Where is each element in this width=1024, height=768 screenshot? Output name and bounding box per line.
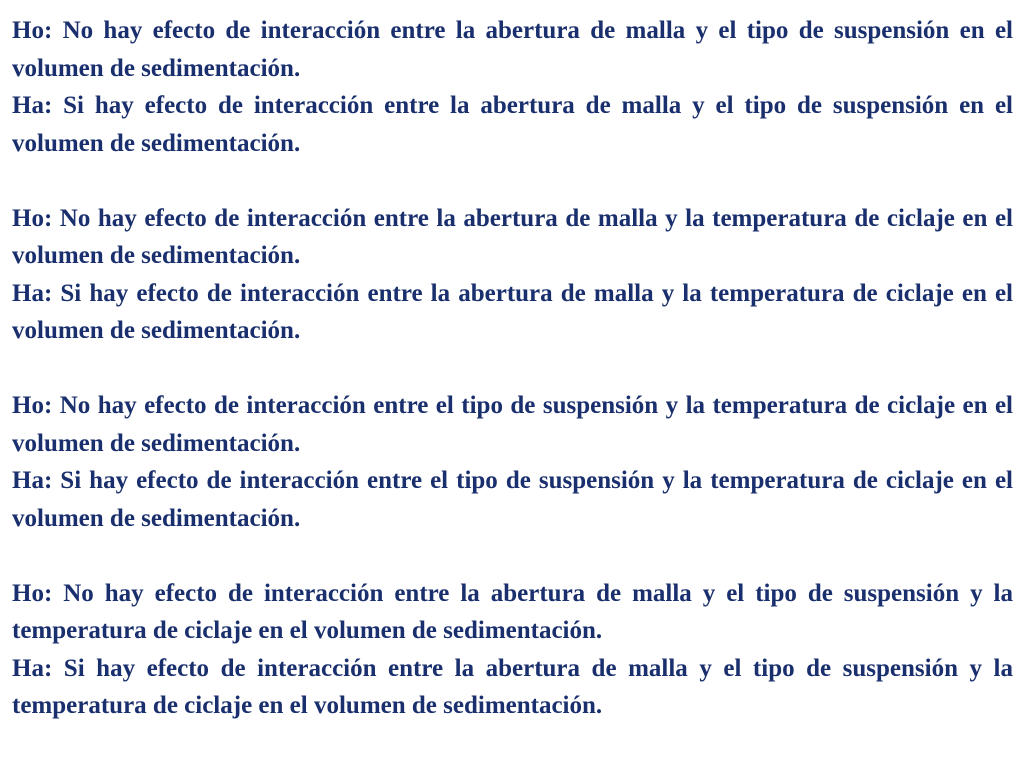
slide-content [12, 12, 1013, 725]
hypothesis-group-3 [12, 387, 1013, 537]
null-hypothesis-4: Ho: No hay efecto de interacción entre la abertura de malla y el tipo de suspensión y la temperatura de ciclaje en el volumen de sedimentación. [12, 579, 1013, 644]
hypothesis-group-1 [12, 12, 1013, 162]
spacer-2 [12, 350, 1013, 388]
alternative-hypothesis-2: Ha: Si hay efecto de interacción entre la abertura de malla y la temperatura de ciclaje en el volumen de sedimentación. [12, 279, 1013, 344]
alternative-hypothesis-3: Ha: Si hay efecto de interacción entre el tipo de suspensión y la temperatura de ciclaje en el volumen de sedimentación. [12, 467, 1013, 532]
null-hypothesis-1: Ho: No hay efecto de interacción entre la abertura de malla y el tipo de suspensión en el volumen de sedimentación. [12, 17, 1013, 82]
null-hypothesis-2: Ho: No hay efecto de interacción entre la abertura de malla y la temperatura de ciclaje en el volumen de sedimentación. [12, 204, 1013, 269]
null-hypothesis-3: Ho: No hay efecto de interacción entre el tipo de suspensión y la temperatura de ciclaje en el volumen de sedimentación. [12, 392, 1013, 457]
alternative-hypothesis-4: Ha: Si hay efecto de interacción entre la abertura de malla y el tipo de suspensión y la temperatura de ciclaje en el volumen de sedimentación. [12, 654, 1013, 719]
alternative-hypothesis-1: Ha: Si hay efecto de interacción entre la abertura de malla y el tipo de suspensión en el volumen de sedimentación. [12, 92, 1013, 157]
hypothesis-group-2 [12, 200, 1013, 350]
spacer-1 [12, 162, 1013, 200]
hypothesis-group-4 [12, 575, 1013, 725]
spacer-3 [12, 537, 1013, 575]
